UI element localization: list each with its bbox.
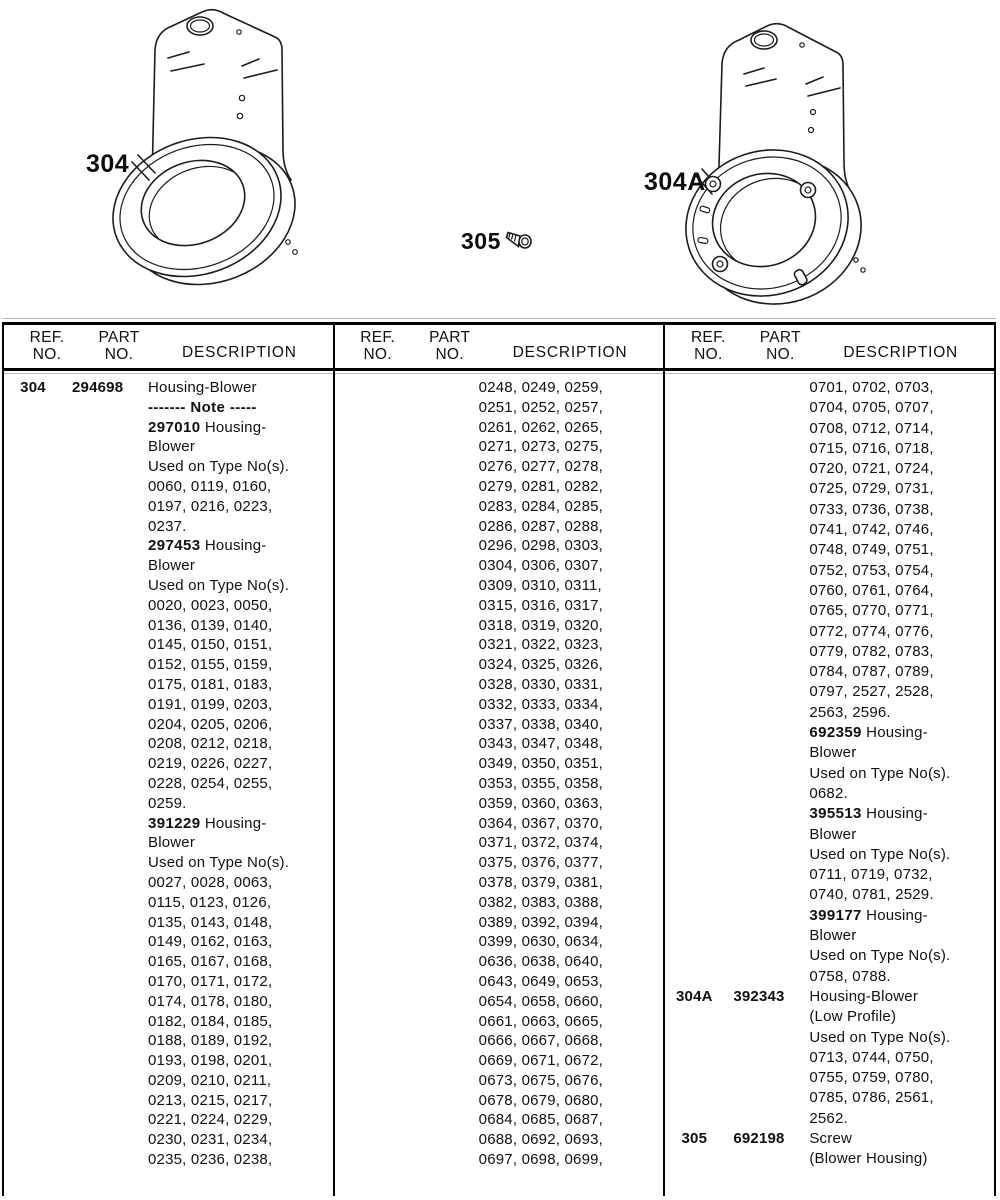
description-line: 0382, 0383, 0388, (478, 893, 604, 911)
description-line: 399177 Housing- (809, 906, 928, 924)
description-line: 0135, 0143, 0148, (148, 913, 273, 931)
description-header: DESCRIPTION (181, 344, 297, 361)
description-line: 0193, 0198, 0201, (148, 1052, 273, 1070)
description-line: ------- Note ----- (148, 398, 257, 416)
blower-housing-304a-drawing (660, 14, 882, 311)
description-line: 0673, 0675, 0676, (478, 1071, 604, 1089)
description-line: 0332, 0333, 0334, (478, 695, 604, 713)
description-line: 0152, 0155, 0159, (148, 656, 273, 674)
description-line: Blower (148, 834, 196, 852)
description-line: 0758, 0788. (809, 967, 891, 985)
description-line: 0752, 0753, 0754, (809, 561, 934, 579)
description-line: Blower (809, 927, 857, 945)
description-line: 0375, 0376, 0377, (478, 854, 604, 872)
description-line: 0684, 0685, 0687, (478, 1111, 604, 1129)
description-cell (803, 987, 994, 1129)
part-header-line2: NO. (766, 345, 795, 363)
figure-label-304: 304 (86, 150, 130, 178)
parts-column-body (335, 373, 664, 1196)
description-line: 0261, 0262, 0265, (478, 418, 604, 436)
description-line: 0228, 0254, 0255, (148, 774, 273, 792)
description-line: 0165, 0167, 0168, (148, 953, 273, 971)
table-row (665, 378, 994, 987)
part-no-cell: 294698 (72, 379, 124, 396)
description-line: 0720, 0721, 0724, (809, 460, 934, 478)
description-line: 0654, 0658, 0660, (478, 992, 604, 1010)
description-line: 0115, 0123, 0126, (148, 893, 272, 911)
description-line: 0328, 0330, 0331, (478, 675, 604, 693)
description-line: 0271, 0273, 0275, (478, 438, 604, 456)
description-line: 0741, 0742, 0746, (809, 521, 934, 539)
part-no-header (749, 330, 811, 363)
ref-header-line1: REF. (690, 329, 726, 346)
description-line: Used on Type No(s). (148, 576, 290, 594)
parts-table (2, 322, 996, 1196)
description-line: 0748, 0749, 0751, (809, 541, 934, 559)
description-line: 0636, 0638, 0640, (478, 953, 604, 971)
description-line: 0221, 0224, 0229, (148, 1111, 273, 1129)
description-line: 0349, 0350, 0351, (478, 755, 604, 773)
description-line: 0182, 0184, 0185, (148, 1012, 273, 1030)
ref-header-line2: NO. (32, 345, 62, 363)
description-line: 0324, 0325, 0326, (478, 656, 604, 674)
table-header (335, 325, 664, 371)
description-line: 0760, 0761, 0764, (809, 581, 934, 599)
part-no-cell: 692198 (733, 1129, 785, 1147)
description-line: 0779, 0782, 0783, (809, 642, 934, 660)
description-line: 0145, 0150, 0151, (148, 636, 273, 654)
description-line: 0701, 0702, 0703, (809, 379, 934, 396)
table-row (4, 378, 333, 1170)
description-line: Blower (809, 744, 857, 762)
ref-no-header (349, 330, 407, 363)
description-line: 0713, 0744, 0750, (809, 1048, 934, 1066)
description-line: 2562. (809, 1109, 848, 1127)
description-line: 0204, 0205, 0206, (148, 715, 273, 733)
parts-column-1 (4, 325, 335, 1196)
description-line: 0286, 0287, 0288, (478, 517, 604, 535)
description-line: 297453 Housing- (148, 537, 267, 555)
description-line: Used on Type No(s). (148, 854, 290, 872)
description-cell (473, 378, 664, 1170)
table-row (665, 987, 994, 1129)
figure-label-304a: 304A (644, 168, 706, 196)
description-line: 0276, 0277, 0278, (478, 458, 604, 476)
description-line: Used on Type No(s). (809, 947, 951, 965)
description-line: Used on Type No(s). (809, 1028, 951, 1046)
description-line: 0772, 0774, 0776, (809, 622, 934, 640)
description-line: 0149, 0162, 0163, (148, 933, 273, 951)
description-line: 0296, 0298, 0303, (478, 537, 604, 555)
description-line: 0027, 0028, 0063, (148, 873, 273, 891)
description-header: DESCRIPTION (843, 344, 959, 361)
description-line: 0688, 0692, 0693, (478, 1131, 604, 1149)
description-line: Blower (809, 825, 857, 843)
parts-column-3 (665, 325, 994, 1196)
part-header-line1: PART (759, 329, 801, 346)
description-line: 0682. (809, 784, 848, 802)
description-line: 0740, 0781, 2529. (809, 886, 934, 904)
description-line: 0060, 0119, 0160, (148, 477, 272, 495)
description-line: 0170, 0171, 0172, (148, 972, 273, 990)
description-line: 0235, 0236, 0238, (148, 1151, 273, 1169)
description-line: 0661, 0663, 0665, (478, 1012, 604, 1030)
description-line: 0678, 0679, 0680, (478, 1091, 604, 1109)
screw-305-drawing (504, 229, 534, 258)
ref-no-header (18, 330, 76, 363)
description-line: 0666, 0667, 0668, (478, 1032, 604, 1050)
description-line: 0359, 0360, 0363, (478, 794, 604, 812)
description-line: 0364, 0367, 0370, (478, 814, 604, 832)
description-line: Housing-Blower (809, 987, 919, 1005)
table-header (4, 325, 333, 371)
description-line: Used on Type No(s). (809, 845, 951, 863)
description-line: 0733, 0736, 0738, (809, 500, 934, 518)
ref-header-line1: REF. (29, 329, 65, 346)
description-line: 0378, 0379, 0381, (478, 873, 604, 891)
description-line: 0219, 0226, 0227, (148, 755, 273, 773)
description-cell (803, 1129, 994, 1170)
description-line: 0784, 0787, 0789, (809, 663, 934, 681)
ref-header-line1: REF. (360, 329, 396, 346)
part-header-line1: PART (98, 329, 140, 346)
parts-column-body (4, 373, 333, 1196)
table-row (335, 378, 664, 1170)
description-line: 0304, 0306, 0307, (478, 557, 604, 575)
description-line: 0188, 0189, 0192, (148, 1032, 273, 1050)
description-line: 0251, 0252, 0257, (478, 398, 604, 416)
description-line: 297010 Housing- (148, 418, 267, 436)
description-line: 0237. (148, 517, 187, 535)
description-line: 0321, 0322, 0323, (478, 636, 604, 654)
description-line: 0175, 0181, 0183, (148, 675, 273, 693)
description-line: 0371, 0372, 0374, (478, 834, 604, 852)
description-line: 0283, 0284, 0285, (478, 497, 604, 515)
description-line: 0248, 0249, 0259, (478, 379, 604, 396)
description-header: DESCRIPTION (512, 344, 628, 361)
description-line: 0797, 2527, 2528, (809, 683, 934, 701)
description-line: 395513 Housing- (809, 805, 928, 823)
part-header-line2: NO. (104, 345, 134, 363)
description-line: 0399, 0630, 0634, (478, 933, 604, 951)
description-line: Used on Type No(s). (148, 458, 290, 476)
description-line: 692359 Housing- (809, 724, 928, 742)
description-line: 0259. (148, 794, 187, 812)
description-line: 0208, 0212, 0218, (148, 735, 273, 753)
ref-header-line2: NO. (694, 345, 723, 363)
description-line: 0711, 0719, 0732, (809, 866, 933, 884)
description-line: 0715, 0716, 0718, (809, 439, 934, 457)
description-line: 0785, 0786, 2561, (809, 1089, 934, 1107)
part-no-header (88, 330, 150, 363)
table-row (665, 1129, 994, 1170)
description-line: 0020, 0023, 0050, (148, 596, 273, 614)
description-line: 0643, 0649, 0653, (478, 972, 604, 990)
description-line: Screw (809, 1129, 853, 1147)
part-no-header (419, 330, 481, 363)
description-line: 0318, 0319, 0320, (478, 616, 604, 634)
description-line: 391229 Housing- (148, 814, 267, 832)
description-line: 0136, 0139, 0140, (148, 616, 273, 634)
description-line: 0343, 0347, 0348, (478, 735, 604, 753)
description-line: 0697, 0698, 0699, (478, 1151, 604, 1169)
description-line: Housing-Blower (148, 379, 257, 396)
ref-header-line2: NO. (363, 345, 392, 363)
description-line: 0279, 0281, 0282, (478, 477, 604, 495)
description-line: 0337, 0338, 0340, (478, 715, 604, 733)
description-line: 0708, 0712, 0714, (809, 419, 934, 437)
description-line: (Blower Housing) (809, 1150, 928, 1168)
ref-no-header (679, 330, 737, 363)
part-header-line1: PART (429, 329, 471, 346)
figure-label-305: 305 (461, 228, 501, 254)
description-line: 0230, 0231, 0234, (148, 1131, 273, 1149)
description-line: 0755, 0759, 0780, (809, 1069, 934, 1087)
description-line: 0191, 0199, 0203, (148, 695, 273, 713)
description-line: Blower (148, 557, 196, 575)
description-line: 0209, 0210, 0211, (148, 1071, 272, 1089)
description-line: 0389, 0392, 0394, (478, 913, 604, 931)
description-line: 0197, 0216, 0223, (148, 497, 273, 515)
parts-column-2 (335, 325, 666, 1196)
description-line: 0315, 0316, 0317, (478, 596, 604, 614)
ref-no-cell: 305 (681, 1129, 708, 1147)
table-header (665, 325, 994, 371)
part-header-line2: NO. (435, 345, 464, 363)
description-line: 0309, 0310, 0311, (478, 576, 602, 594)
ref-no-cell: 304A (676, 987, 713, 1005)
ref-no-cell: 304 (20, 379, 46, 396)
parts-column-body (665, 373, 994, 1196)
description-line: 0725, 0729, 0731, (809, 480, 934, 498)
description-line: 0353, 0355, 0358, (478, 774, 604, 792)
description-cell (803, 378, 994, 987)
description-line: Used on Type No(s). (809, 764, 951, 782)
part-no-cell: 392343 (733, 987, 785, 1005)
description-line: 2563, 2596. (809, 703, 891, 721)
description-line: (Low Profile) (809, 1008, 897, 1026)
description-line: 0213, 0215, 0217, (148, 1091, 273, 1109)
description-line: 0174, 0178, 0180, (148, 992, 273, 1010)
description-line: 0669, 0671, 0672, (478, 1052, 604, 1070)
description-line: Blower (148, 438, 196, 456)
description-cell (142, 378, 333, 1170)
description-line: 0765, 0770, 0771, (809, 602, 934, 620)
description-line: 0704, 0705, 0707, (809, 399, 934, 417)
